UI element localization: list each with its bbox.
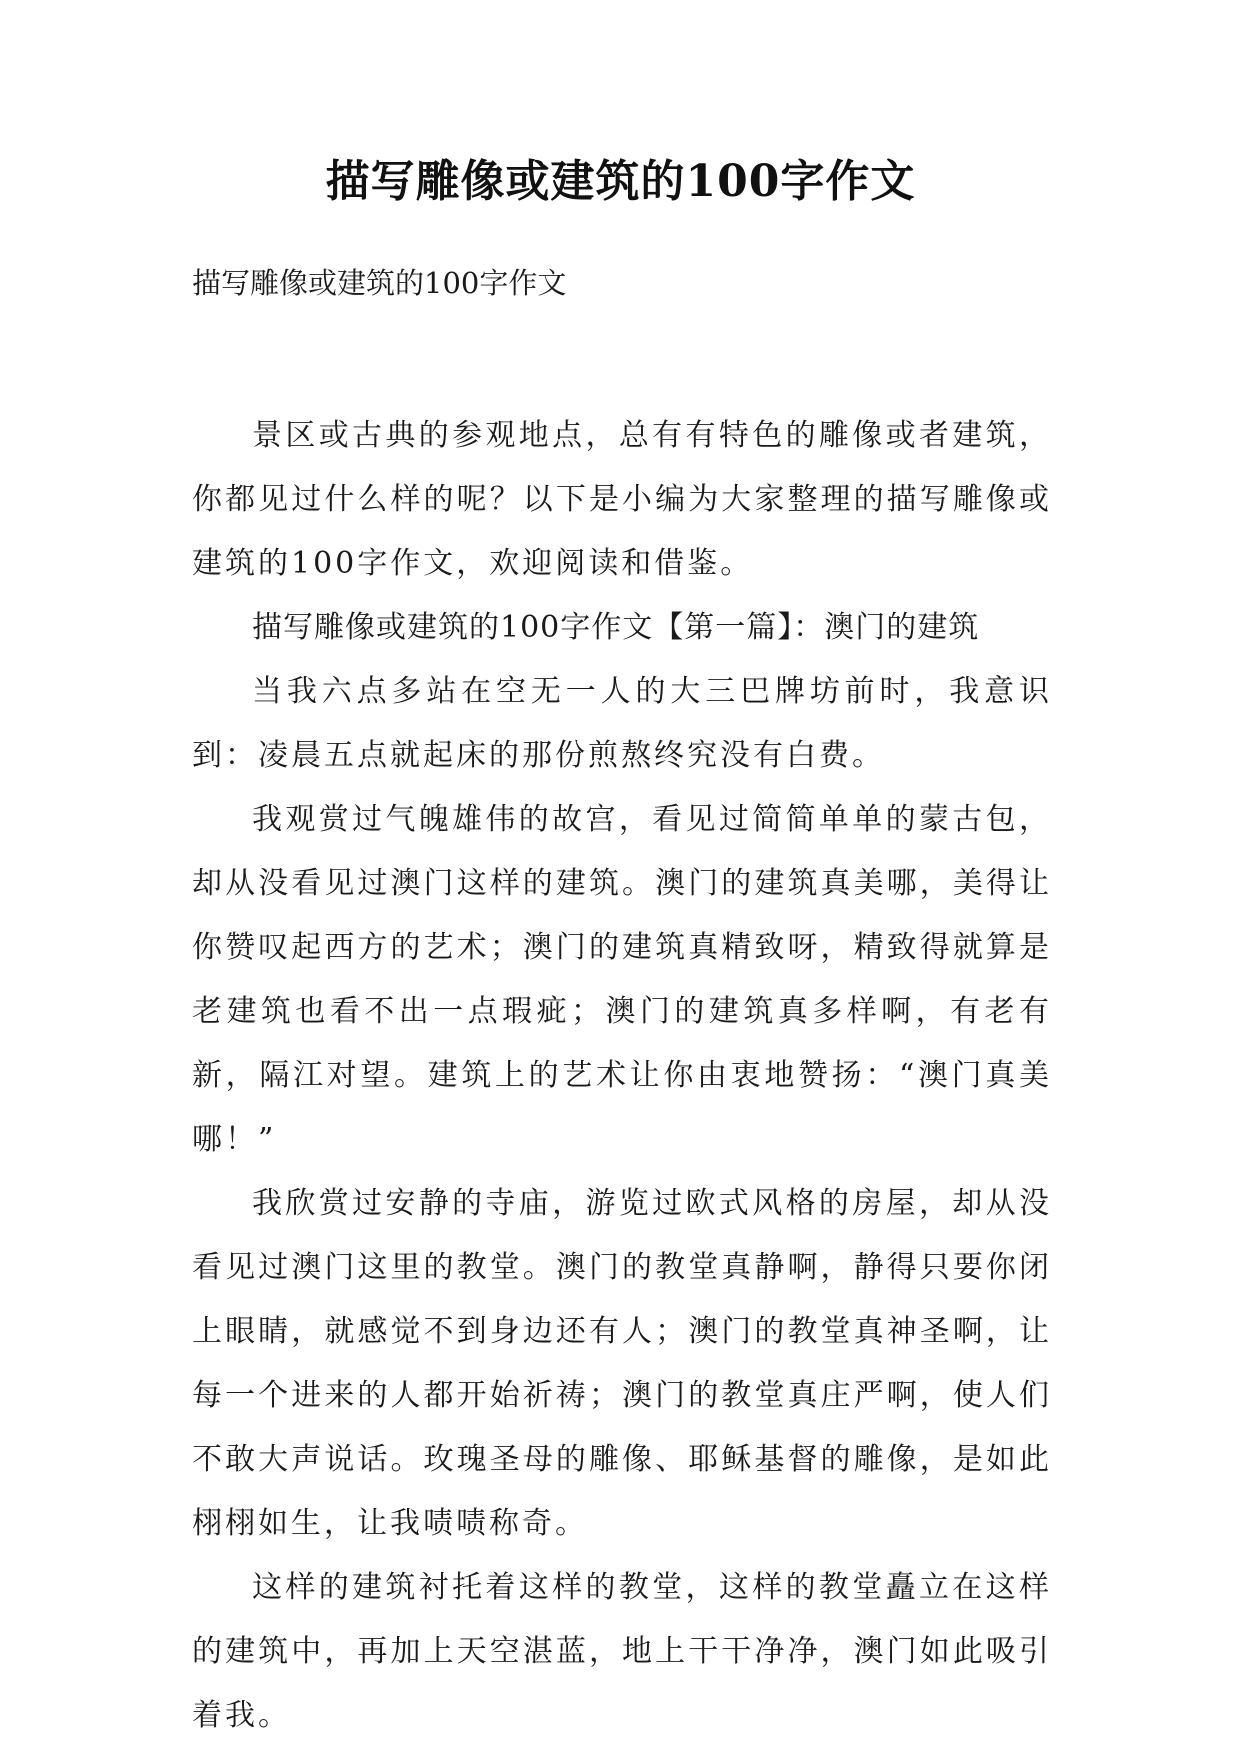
body-paragraph: 我观赏过气魄雄伟的故宫，看见过简简单单的蒙古包，却从没看见过澳门这样的建筑。澳门的建筑真美哪，美得让你赞叹起西方的艺术；澳门的建筑真精致呀，精致得就算是老建筑也看不出一点瑕疵；澳门的建筑真多样啊，有老有新，隔江对望。建筑上的艺术让你由衷地赞扬：“澳门真美哪！” (192, 802, 1052, 1157)
document-title: 描写雕像或建筑的100字作文 (325, 156, 916, 207)
body-paragraph: 我欣赏过安静的寺庙，游览过欧式风格的房屋，却从没看见过澳门这里的教堂。澳门的教堂真静啊，静得只要你闭上眼睛，就感觉不到身边还有人；澳门的教堂真神圣啊，让每一个进来的人都开始祈祷；澳门的教堂真庄严啊，使人们不敢大声说话。玫瑰圣母的雕像、耶稣基督的雕像，是如此栩栩如生，让我啧啧称奇。 (192, 1186, 1052, 1541)
document-subtitle: 描写雕像或建筑的100字作文 (192, 266, 567, 300)
document-body (192, 404, 1052, 1748)
intro-paragraph: 景区或古典的参观地点，总有有特色的雕像或者建筑，你都见过什么样的呢？以下是小编为大家整理的描写雕像或建筑的100字作文，欢迎阅读和借鉴。 (192, 418, 1052, 581)
body-paragraph: 这样的建筑衬托着这样的教堂，这样的教堂矗立在这样的建筑中，再加上天空湛蓝，地上干干净净，澳门如此吸引着我。 (192, 1570, 1052, 1733)
body-paragraph: 当我六点多站在空无一人的大三巴牌坊前时，我意识到：凌晨五点就起床的那份煎熬终究没有白费。 (192, 674, 1052, 773)
section-heading: 描写雕像或建筑的100字作文【第一篇】：澳门的建筑 (252, 610, 980, 645)
